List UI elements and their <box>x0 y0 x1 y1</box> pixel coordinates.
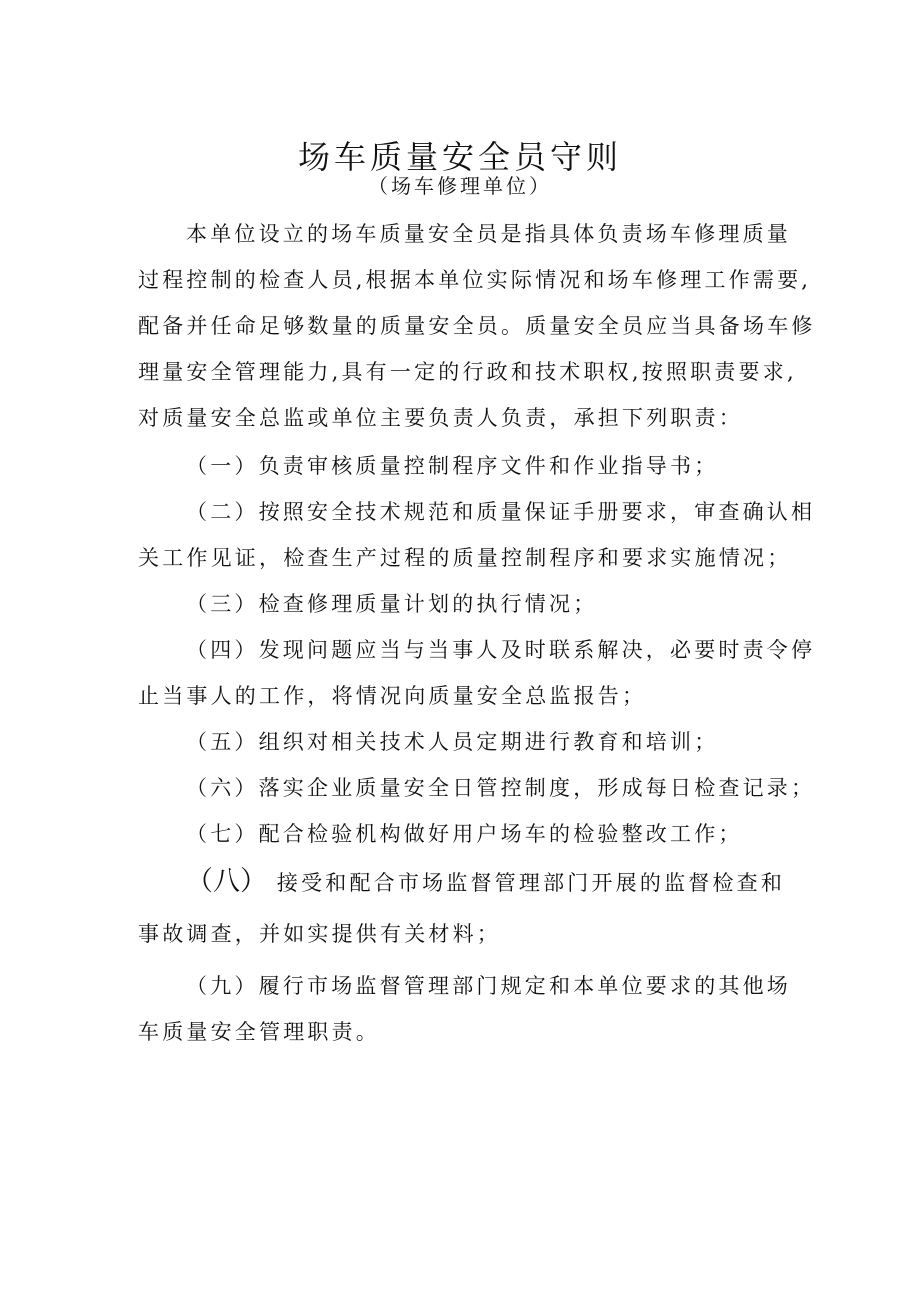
duty-line: （六）落实企业质量安全日管控制度，形成每日检查记录； <box>186 776 816 800</box>
document-subtitle: （场车修理单位） <box>368 174 552 198</box>
duty-line: 事故调查，并如实提供有关材料； <box>138 922 501 946</box>
intro-line: 过程控制的检查人员,根据本单位实际情况和场车修理工作需要, <box>138 268 812 292</box>
duty-line: （三）检查修理质量计划的执行情况； <box>186 592 598 616</box>
duty-line <box>186 866 785 899</box>
duty-line: （二）按照安全技术规范和质量保证手册要求，审查确认相 <box>186 500 816 524</box>
duty-line: （五）组织对相关技术人员定期进行教育和培训； <box>186 730 719 754</box>
document-title: 场车质量安全员守则 <box>297 138 622 177</box>
duty-line: 止当事人的工作，将情况向质量安全总监报告； <box>138 684 647 708</box>
duty-line: （一）负责审核质量控制程序文件和作业指导书； <box>186 454 719 478</box>
duty-line: （四）发现问题应当与当事人及时联系解决，必要时责令停 <box>186 638 816 662</box>
intro-line: 对质量安全总监或单位主要负责人负责，承担下列职责： <box>138 406 743 430</box>
intro-line: 理量安全管理能力,具有一定的行政和技术职权,按照职责要求, <box>138 360 797 384</box>
duty-line: （七）配合检验机构做好用户场车的检验整改工作； <box>186 822 743 846</box>
intro-line: 配备并任命足够数量的质量安全员。质量安全员应当具备场车修 <box>138 314 816 338</box>
duty-line: 关工作见证，检查生产过程的质量控制程序和要求实施情况； <box>138 546 792 570</box>
item-8-text: 接受和配合市场监督管理部门开展的监督检查和 <box>267 871 786 895</box>
duty-line: （九）履行市场监督管理部门规定和本单位要求的其他场 <box>186 974 791 998</box>
duty-line: 车质量安全管理职责。 <box>138 1020 380 1044</box>
intro-line: 本单位设立的场车质量安全员是指具体负责场车修理质量 <box>186 222 791 246</box>
item-8-marker: （八） <box>186 866 267 897</box>
